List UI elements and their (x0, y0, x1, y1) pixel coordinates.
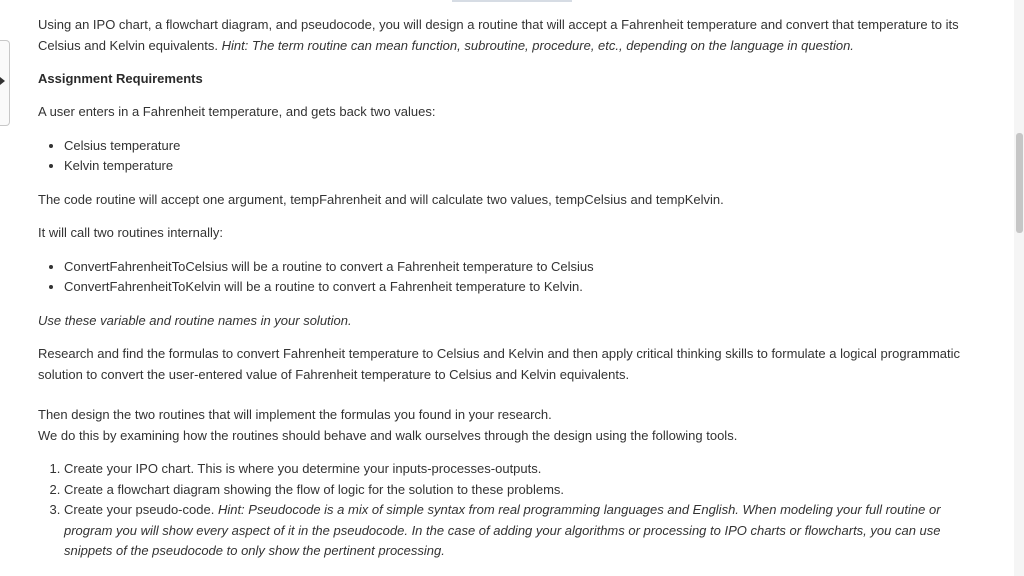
user-enters-text: A user enters in a Fahrenheit temperature, and gets back two values: (38, 104, 436, 119)
list-item: • Kelvin temperature (64, 156, 978, 177)
use-names-text (38, 311, 978, 332)
list-item: • ConvertFahrenheitToKelvin will be a routine to convert a Fahrenheit temperature to Kelvin. (64, 277, 978, 298)
research-paragraph: Research and find the formulas to convert Fahrenheit temperature to Celsius and Kelvin and then apply critical thinking skills to formulate a logical programmatic solution to convert the user-entered value of Fahrenheit temperature to Celsius and Kelvin equivalents. (38, 346, 961, 382)
requirements-heading: Assignment Requirements (38, 71, 203, 86)
caret-right-icon (0, 77, 5, 85)
step3-hint: Hint: Pseudocode is a mix of simple syntax from real programming languages and English. When modeling your full routine or program you will show every aspect of it in the pseudocode. In the case of adding your algorithms or processing to IPO charts or flowcharts, you can use snippets of the pseudocode to only show the pertinent processing. (64, 502, 941, 558)
intro-hint: Hint: The term routine can mean function, subroutine, procedure, etc., depending on the language in question. (221, 37, 854, 53)
list-item: • ConvertFahrenheitToCelsius will be a routine to convert a Fahrenheit temperature to Celsius (64, 257, 978, 278)
routines-list (38, 257, 978, 298)
list-item (64, 500, 978, 562)
steps-list (38, 459, 978, 562)
top-divider (452, 0, 572, 2)
list-item: 1. Create your IPO chart. This is where you determine your inputs-processes-outputs. (64, 459, 978, 480)
design-line-1: Then design the two routines that will implement the formulas you found in your research. (38, 407, 552, 422)
design-paragraph (38, 405, 978, 446)
list-item: 2. Create a flowchart diagram showing the flow of logic for the solution to these problems. (64, 480, 978, 501)
step3-text: Create your pseudo-code. (64, 502, 218, 517)
assignment-content (38, 15, 978, 562)
internal-calls-text: It will call two routines internally: (38, 225, 223, 240)
code-routine-text: The code routine will accept one argument, tempFahrenheit and will calculate two values, tempCelsius and tempKelvin. (38, 191, 724, 207)
sidebar-toggle-button[interactable] (0, 40, 10, 126)
use-names-italic: Use these variable and routine names in your solution. (38, 312, 352, 328)
return-values-list (38, 136, 978, 177)
intro-text: Using an IPO chart, a flowchart diagram, and pseudocode, you will design a routine that will accept a Fahrenheit temperature and convert that temperature to its Celsius and Kelvin equivalents. (38, 17, 959, 53)
list-item: • Celsius temperature (64, 136, 978, 157)
vertical-scrollbar[interactable] (1014, 0, 1024, 576)
scrollbar-thumb[interactable] (1016, 133, 1023, 233)
intro-paragraph (38, 15, 978, 56)
design-line-2: We do this by examining how the routines should behave and walk ourselves through the design using the following tools. (38, 427, 738, 443)
